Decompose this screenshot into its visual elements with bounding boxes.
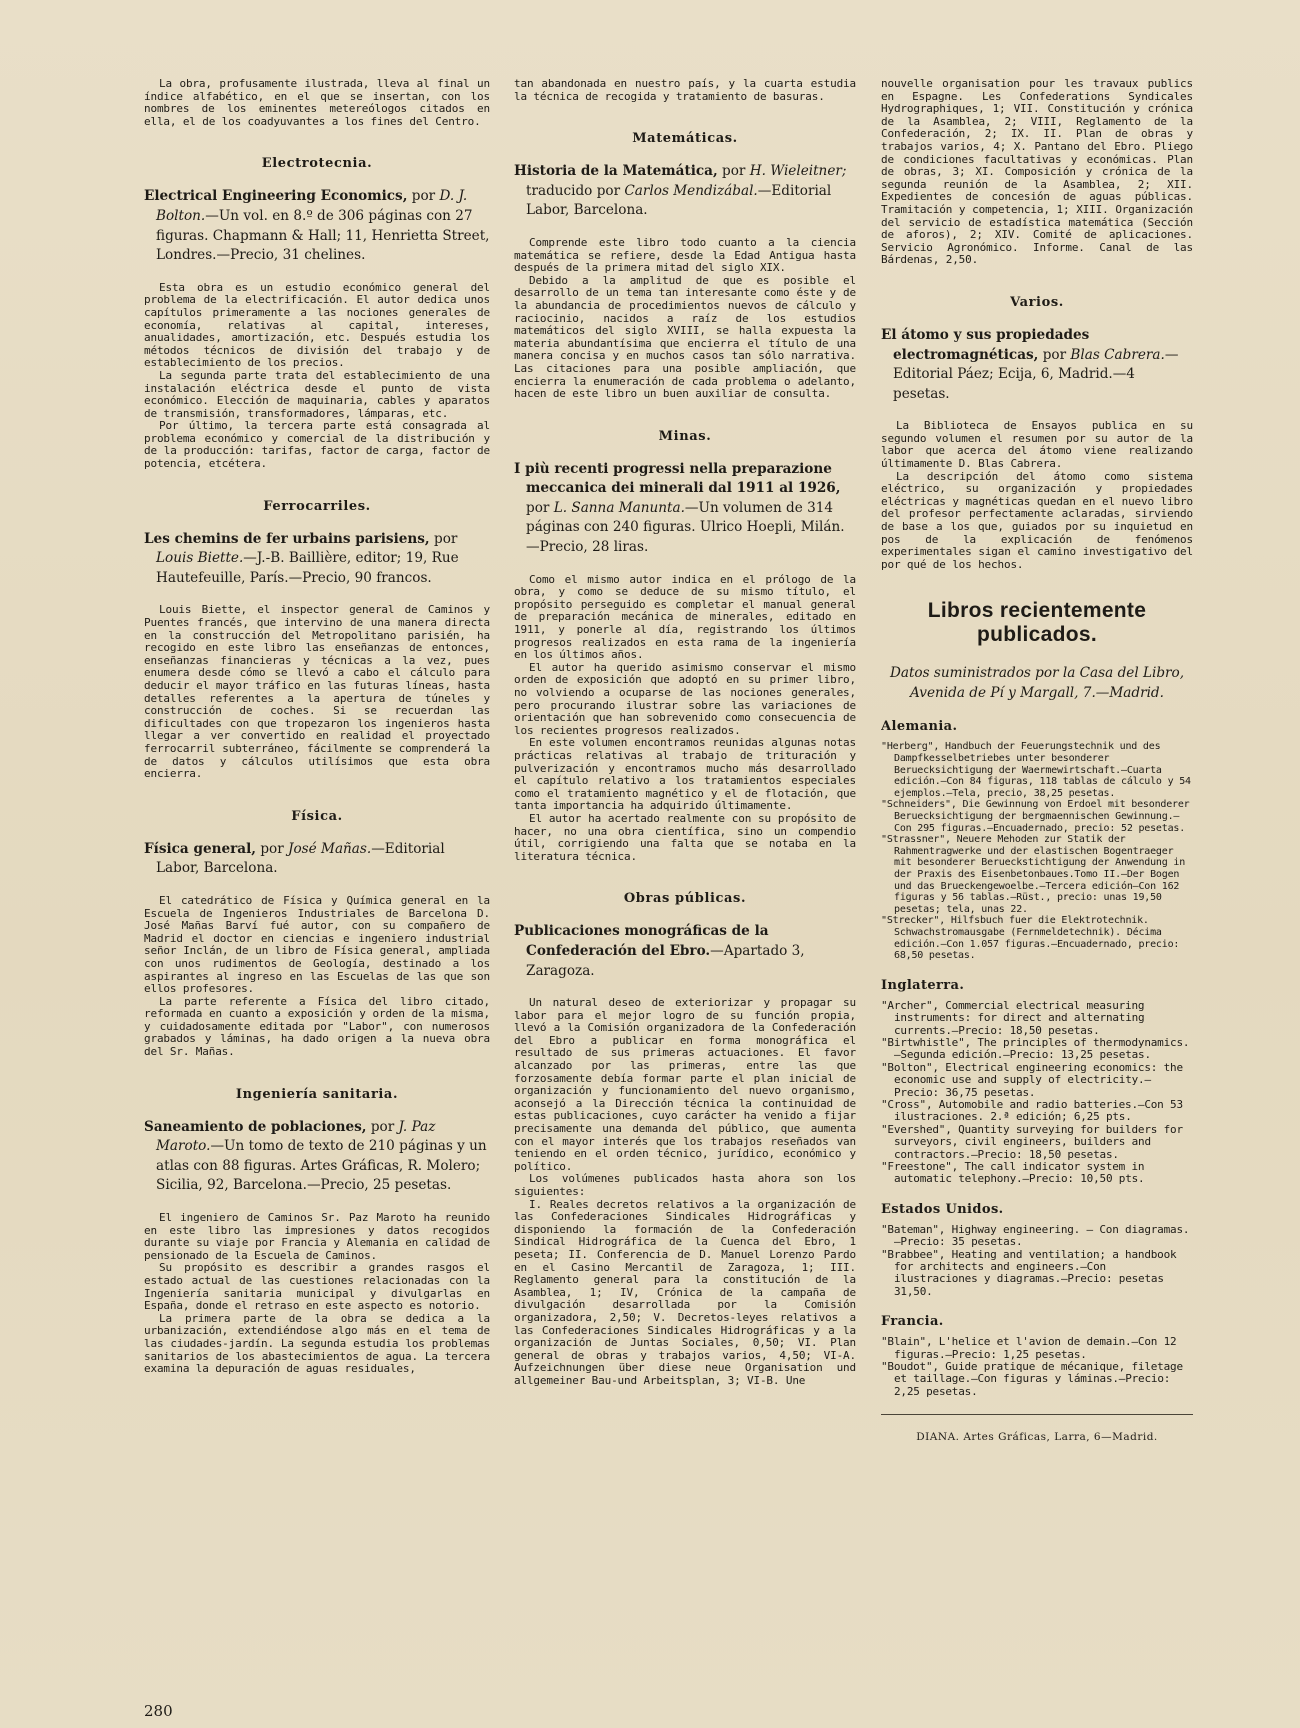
- continued-paragraph: nouvelle organisation pour les travaux publics en Espagne. Les Confederations Syndicales Hydrographiques, 1; VII. Constitución y crónica de la Asamblea, 2; VIII, Reglamento de la Confederación, 2; IX. II. Plan de obras y trabajos varios, 4; X. Pantano del Ebro. Pliego de condiciones facultativas y económicas. Plan de obras, 3; XI. Composición y crónica de la segunda reunión de la Asamblea, 2; XII. Expedientes de concesión de aguas públicas. Tramitación y competencia, 1; XIII. Organización del servicio de estadística matemática (Sección de aforos), 2; XIV. Comité de aplicaciones. Servicio Agronómico. Informe. Canal de las Bárdenas, 2,50.: [881, 78, 1193, 267]
- review-paragraph: Su propósito es describir a grandes rasgos el estado actual de las cuestiones relacionadas con la Ingeniería sanitaria municipal y divulgarlas en España, donde el retraso en este aspecto es notorio.: [144, 1261, 490, 1313]
- review-paragraph: Un natural deseo de exteriorizar y propagar su labor para el mejor logro de su función propia, llevó a la Comisión organizadora de la Confederación del Ebro a publicar en forma monográfica el resultado de sus primeras actuaciones. El favor alcanzado por las primeras, entre las que forzosamente debía formar parte el plan inicial de organización y funcionamiento del nuevo organismo, aconsejó a la Dirección técnica la continuidad de estas publicaciones, cuyo carácter ha venido a fijar precisamente una demanda del público, que aumenta con el mayor interés que los trabajos reseñados van teniendo en el orden técnico, jurídico, económico y político.: [514, 996, 856, 1173]
- book-translator: Carlos Mendizábal.: [624, 182, 758, 199]
- list-item: "Evershed", Quantity surveying for builders for surveyors, civil engineers, builders and contractors.—Precio: 18,50 pesetas.: [881, 1122, 1183, 1161]
- section-heading-fisica: Física.: [291, 808, 343, 824]
- country-heading-estados-unidos: Estados Unidos.: [881, 1201, 1004, 1217]
- list-francia: [881, 1336, 1193, 1398]
- review-paragraph: Como el mismo autor indica en el prólogo de la obra, y como se deduce de su mismo título, el propósito perseguido es completar el manual general de preparación mecánica de minerales, editado en 1911, y ponerle al día, registrando los últimos progresos realizados en esta rama de la ingeniería en los últimos años.: [514, 572, 856, 662]
- country-heading-inglaterra: Inglaterra.: [881, 977, 965, 993]
- section-heading-libros-recientes: Libros recientemente publicados.: [927, 599, 1147, 647]
- book-author: L. Sanna Manunta.: [553, 499, 685, 516]
- book-details: —Un tomo de texto de 210 páginas y un atlas con 88 figuras. Artes Gráficas, R. Molero; Sicilia, 92, Barcelona.—Precio, 25 pesetas.: [156, 1138, 487, 1194]
- book-by: por: [526, 499, 554, 516]
- book-author: J. Paz Maroto.: [156, 1118, 436, 1155]
- book-entry-chemins-de-fer: [144, 530, 490, 589]
- review-paragraph: El ingeniero de Caminos Sr. Paz Maroto ha reunido en este libro las impresiones y datos recogidos durante su viaje por Francia y Alemania en calidad de pensionado de la Escuela de Caminos.: [144, 1211, 490, 1262]
- review-paragraph: La segunda parte trata del establecimiento de una instalación eléctrica desde el punto de vista económico. Elección de maquinaria, cables y aparatos de transmisión, transformadores, lámparas, etc.: [144, 368, 490, 420]
- book-details: —Un vol. en 8.º de 306 páginas con 27 figuras. Chapmann & Hall; 11, Henrietta Street, Londres.—Precio, 31 chelines.: [156, 207, 490, 264]
- review-paragraph: Esta obra es un estudio económico general del problema de la electrificación. El autor dedica unos capítulos primeramente a las nociones generales de economía, relativas al capital, intereses, anualidades, amortización, etc. Después estudia los métodos técnicos de división del trabajo y de establecimiento de los precios.: [144, 280, 490, 370]
- book-translated-by: traducido por: [526, 182, 625, 199]
- recent-books-source: Datos suministrados por la Casa del Libro, Avenida de Pí y Margall, 7.—Madrid.: [889, 665, 1185, 702]
- book-entry-fisica-general: [144, 840, 490, 879]
- list-item: "Birtwhistle", The principles of thermodynamics.—Segunda edición.—Precio: 13,25 pesetas.: [881, 1035, 1190, 1062]
- review-paragraph: En este volumen encontramos reunidas algunas notas prácticas relativas al trabajo de trituración y pulverización y encontramos mucho más desarrollado el capítulo relativo a los tratamientos especiales como el tratamiento magnético y el de flotación, que tanta importancia ha adquirido últimamente.: [514, 736, 856, 813]
- book-author: Blas Cabrera.: [1070, 346, 1165, 363]
- column-left: [144, 78, 490, 1688]
- book-by: por: [256, 840, 289, 857]
- section-heading-electrotecnia: Electrotecnia.: [261, 156, 373, 172]
- book-title: Historia de la Matemática,: [514, 163, 718, 180]
- book-entry-preparazione-meccanica: [514, 460, 856, 558]
- book-title: Física general,: [144, 840, 257, 857]
- list-item: "Blain", L'helice et l'avion de demain.—Con 12 figuras.—Precio: 1,25 pesetas.: [881, 1335, 1177, 1361]
- book-title: Les chemins de fer urbains parisiens,: [144, 530, 430, 547]
- review-paragraph: I. Reales decretos relativos a la organización de las Confederaciones Sindicales Hidrográficas y disponiendo la formación de la Confederación Sindical Hidrográfica de la Cuenca del Ebro, 1 peseta; II. Conferencia de D. Manuel Lorenzo Pardo en el Casino Mercantil de Zaragoza, 1; III. Reglamento general para la constitución de la Asamblea, 1; IV, Crónica de la campaña de divulgación desarrollada por la Comisión organizadora, 2,50; V. Decretos-leyes relativos a las Confederaciones Sindicales Hidrográficas y a la organización de Juntas Sociales, 0,50; VI. Plan general de obras y trabajos varios, 4,50; VI-A. Aufzeichnungen über diese neue Organisation und allgemeiner Bau-und Arbeitsplan, 3; VI-B. Une: [514, 1197, 856, 1387]
- country-heading-alemania: Alemania.: [881, 719, 958, 735]
- book-details: —Editorial Páez; Ecija, 6, Madrid.—4 pesetas.: [893, 346, 1179, 402]
- book-by: por: [1038, 346, 1071, 363]
- review-paragraph: La descripción del átomo como sistema eléctrico, su organización y propiedades eléctricas y magnéticas quedan en el nuevo libro del profesor perfectamente aclaradas, sirviendo de base a los que, guiados por su inquietud en pos de la explicación de fenómenos experimentales sigan el camino investigativo del por qué de los hechos.: [881, 469, 1193, 571]
- book-entry-electrical-engineering: [144, 187, 490, 265]
- section-heading-minas: Minas.: [658, 428, 712, 444]
- book-author: D. J. Bolton.: [156, 188, 468, 224]
- review-paragraph: Debido a la amplitud de que es posible el desarrollo de un tema tan interesante como éste y de la abundancia de procedimientos nuevos de cálculo y raciocinio, nacidos a raíz de los estudios matemáticos del siglo XVIII, se halla expuesta la materia abundantísima que encierra el título de una manera concisa y en muchos casos tan sólo narrativa. Las citaciones para una posible ampliación, que encierra la enumeración de cada problema o adelanto, hacen de este libro un buen auxiliar de consulta.: [514, 273, 856, 401]
- review-paragraph: El autor ha querido asimismo conservar el mismo orden de exposición que adoptó en su primer libro, no volviendo a ocuparse de las nociones generales, pero procurando ilustrar sobre las variaciones de orientación que han sobrevenido como consecuencia de los recientes progresos realizados.: [514, 660, 856, 737]
- review-paragraph: El autor ha acertado realmente con su propósito de hacer, no una obra científica, sino un compendio útil, corrigiendo una falta que se notaba en la literatura técnica.: [514, 811, 856, 863]
- book-author: José Mañas.: [288, 840, 372, 857]
- book-details: —Editorial Labor, Barcelona.: [156, 840, 445, 877]
- list-item: "Archer", Commercial electrical measuring instruments: for direct and alternating currents.—Precio: 18,50 pesetas.: [881, 998, 1145, 1037]
- list-item: "Bolton", Electrical engineering economics: the economic use and supply of electricity.—Precio: 36,75 pesetas.: [881, 1060, 1183, 1099]
- review-paragraph: La parte referente a Física del libro citado, reformada en cuanto a exposición y orden de la misma, y cuidadosamente editada por "Labor", con numerosos grabados y láminas, ha dado origen a la nueva obra del Sr. Mañas.: [144, 994, 490, 1059]
- review-paragraph: La primera parte de la obra se dedica a la urbanización, extendiéndose algo más en el tema de las ciudades-jardín. La segunda estudia los problemas sanitarios de los abastecimientos de agua. La tercera examina la depuración de aguas residuales,: [144, 1311, 490, 1376]
- section-heading-varios: Varios.: [1010, 294, 1064, 310]
- list-item: "Schneiders", Die Gewinnung von Erdoel mit besonderer Beruecksichtigung der bergmaennischen Gewinnung.—Con 295 figuras.—Encuadernado, precio: 52 pesetas.: [881, 799, 1190, 834]
- book-title: Saneamiento de poblaciones,: [144, 1118, 367, 1135]
- list-item: "Cross", Automobile and radio batteries.—Con 53 ilustraciones. 2.ª edición; 6,25 pts.: [881, 1097, 1183, 1124]
- list-item: "Strecker", Hilfsbuch fuer die Elektrotechnik. Schwachstromausgabe (Fernmeldetechnik). Décima edición.—Con 1.057 figuras.—Encuadernado, precio: 68,50 pesetas.: [881, 915, 1180, 962]
- book-by: por: [407, 188, 440, 205]
- book-details: —Editorial Labor, Barcelona.: [526, 182, 832, 219]
- section-heading-obras-publicas: Obras públicas.: [623, 891, 747, 907]
- book-entry-atomo: [881, 326, 1193, 404]
- section-heading-ingenieria-sanitaria: Ingeniería sanitaria.: [235, 1086, 399, 1102]
- book-title: El átomo y sus propiedades electromagnéticas,: [881, 326, 1090, 363]
- list-item: "Brabbee", Heating and ventilation; a handbook for architects and engineers.—Con ilustraciones y diagramas.—Precio: pesetas 31,50.: [881, 1247, 1177, 1298]
- book-title: I più recenti progressi nella preparazione meccanica dei minerali dal 1911 al 1926,: [514, 460, 841, 497]
- printer-colophon: DIANA. Artes Gráficas, Larra, 6—Madrid.: [916, 1431, 1158, 1444]
- review-paragraph: Los volúmenes publicados hasta ahora son los siguientes:: [514, 1172, 856, 1198]
- list-item: "Boudot", Guide pratique de mécanique, filetage et taillage.—Con figuras y láminas.—Precio: 2,25 pesetas.: [881, 1360, 1183, 1398]
- column-middle: [514, 78, 856, 1688]
- review-paragraph: Comprende este libro todo cuanto a la ciencia matemática se refiere, desde la Edad Antigua hasta después de la primera mitad del siglo XIX.: [514, 235, 856, 275]
- list-item: "Bateman", Highway engineering. — Con diagramas.—Precio: 35 pesetas.: [881, 1222, 1190, 1249]
- review-paragraph: Louis Biette, el inspector general de Caminos y Puentes francés, que intervino de una manera directa en la construcción del Metropolitano parisién, ha recogido en este libro las enseñanzas de entonces, enseñanzas financieras y técnicas a la vez, pues enumera desde cómo se llevó a cabo el cálculo para deducir el mayor tráfico en las futuras líneas, hasta detalles referentes a la apertura de túneles y construcción de coches. Si se recuerdan las dificultades con que tropezaron los ingenieros hasta llegar a ver convertido en realidad el proyectado ferrocarril subterráneo, fácilmente se comprenderá la de datos y cálculos utilísimos que esta obra encierra.: [144, 603, 490, 781]
- book-entry-saneamiento: [144, 1118, 490, 1196]
- book-by: por: [429, 530, 458, 547]
- review-paragraph: Por último, la tercera parte está consagrada al problema económico y comercial de la distribución y de la producción: tarifas, factor de carga, factor de potencia, etcétera.: [144, 419, 490, 471]
- list-inglaterra: [881, 1000, 1193, 1186]
- book-entry-confederacion-ebro: [514, 922, 856, 981]
- list-item: "Herberg", Handbuch der Feuerungstechnik und des Dampfkesselbetriebes unter besonderer Beruecksichtigung der Waermewirtschaft.—Cuarta edición.—Con 84 figuras, 118 tablas de cálculo y 54 ejemplos.—Tela, precio, 38,25 pesetas.: [881, 741, 1191, 799]
- book-details: —J.-B. Baillière, editor; 19, Rue Hautefeuille, París.—Precio, 90 francos.: [156, 550, 459, 586]
- book-title: Publicaciones monográficas de la Confederación del Ebro.: [514, 923, 769, 959]
- book-title: Electrical Engineering Economics,: [144, 188, 408, 205]
- section-heading-ferrocarriles: Ferrocarriles.: [263, 498, 371, 514]
- section-heading-matematicas: Matemáticas.: [632, 131, 738, 147]
- list-estados-unidos: [881, 1224, 1193, 1298]
- page-number: 280: [144, 1702, 173, 1720]
- review-paragraph: El catedrático de Física y Química general en la Escuela de Ingenieros Industriales de Barcelona D. José Mañas Barví fué autor, con su compañero de Madrid el doctor en ciencias e ingeniero industrial señor Inclán, de un libro de Física general, ampliada con unos rudimentos de Geología, destinado a los aspirantes al ingreso en las Escuelas de las que son ellos profesores.: [144, 893, 490, 996]
- column-right: [881, 78, 1193, 1688]
- continued-paragraph: tan abandonada en nuestro país, y la cuarta estudia la técnica de recogida y tratamiento de basuras.: [514, 78, 856, 103]
- book-author: Louis Biette.: [156, 550, 244, 567]
- book-by: por: [717, 163, 750, 180]
- country-heading-francia: Francia.: [881, 1314, 944, 1330]
- list-item: "Strassner", Neuere Mehoden zur Statik der Rahmentragwerke und der elastischen Bogentraeger mit besonderer Berueckstichtigung der Anwendung in der Praxis des Eisenbetonbaues.Tomo II.—Der Bogen und das Brueckengewoelbe.—Tercera edición—Con 162 figuras y 56 tablas.—Rüst., precio: unas 19,50 pesetas; tela, unas 22.: [881, 834, 1186, 915]
- list-alemania: [881, 741, 1193, 961]
- book-details: —Apartado 3, Zaragoza.: [526, 942, 805, 979]
- book-author: H. Wieleitner;: [749, 163, 847, 180]
- review-paragraph: La Biblioteca de Ensayos publica en su segundo volumen el resumen por su autor de la labor que acerca del átomo viene realizando últimamente D. Blas Cabrera.: [881, 419, 1193, 471]
- book-details: —Un volumen de 314 páginas con 240 figuras. Ulrico Hoepli, Milán.—Precio, 28 liras.: [526, 499, 845, 556]
- book-by: por: [366, 1118, 399, 1135]
- book-entry-historia-matematica: [514, 162, 856, 221]
- intro-paragraph: La obra, profusamente ilustrada, lleva al final un índice alfabético, en el que se insertan, con los nombres de los eminentes metereólogos citados en ella, el de los coadyuvantes a los fines del Centro.: [144, 78, 490, 128]
- list-item: "Freestone", The call indicator system in automatic telephony.—Precio: 10,50 pts.: [881, 1159, 1145, 1186]
